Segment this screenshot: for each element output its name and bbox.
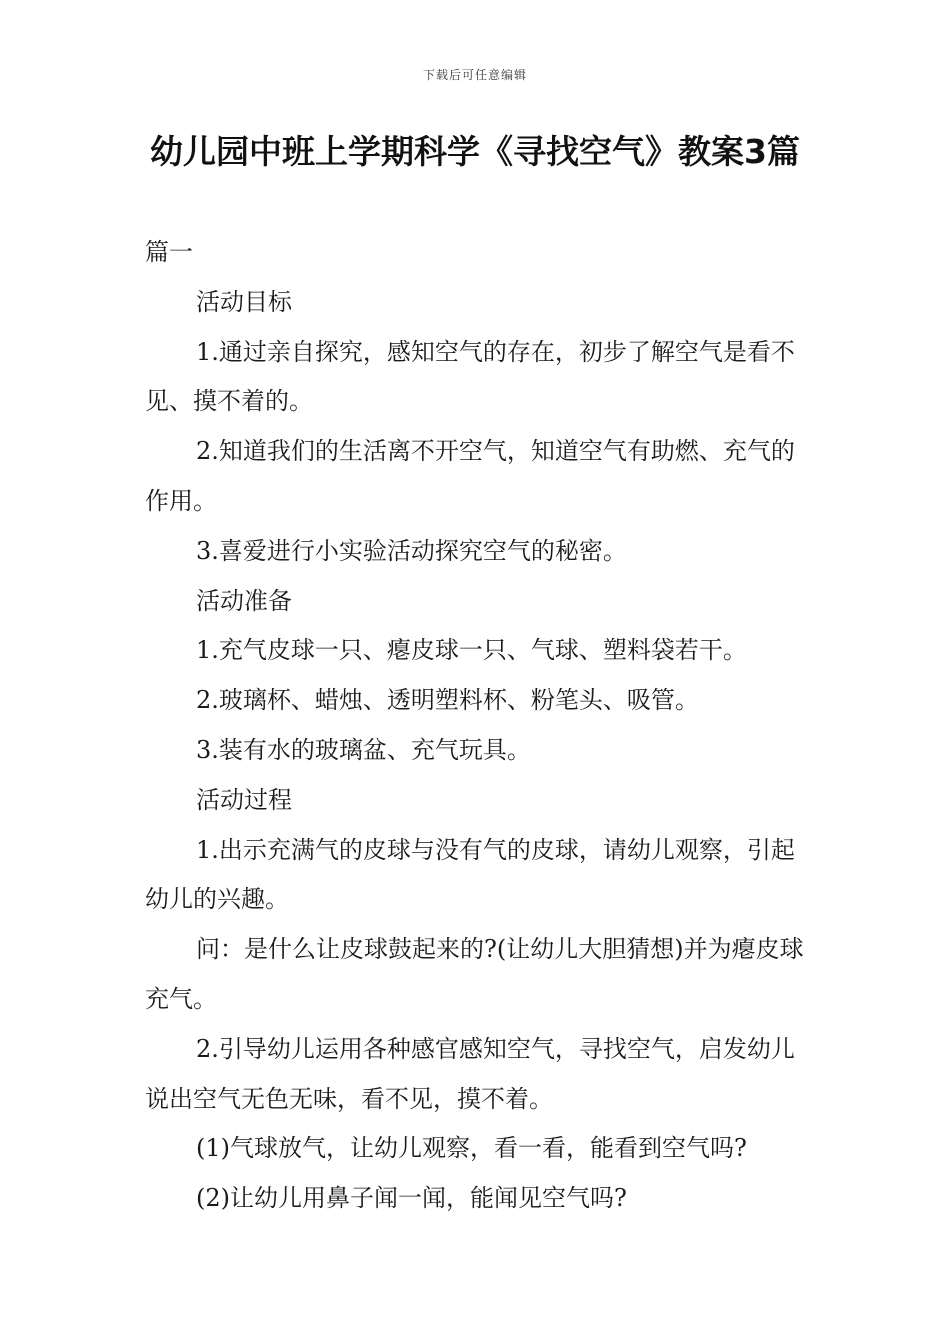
paragraph-section-heading: 篇一 — [145, 238, 193, 266]
header-note: 下载后可任意编辑 — [422, 68, 527, 82]
paragraph: 1.通过亲自探究，感知空气的存在，初步了解空气是看不见、摸不着的。 — [145, 337, 795, 416]
paragraph-subheading-process: 活动过程 — [196, 785, 292, 814]
paragraph: (1)气球放气，让幼儿观察，看一看，能看到空气吗? — [196, 1134, 747, 1163]
document-body — [145, 228, 810, 1224]
document-title: 幼儿园中班上学期科学《寻找空气》教案3篇 — [150, 132, 800, 171]
paragraph-subheading-preparation: 活动准备 — [196, 586, 292, 615]
paragraph: 3.喜爱进行小实验活动探究空气的秘密。 — [196, 536, 627, 565]
paragraph: 2.知道我们的生活离不开空气，知道空气有助燃、充气的作用。 — [145, 437, 795, 515]
paragraph: 1.充气皮球一只、瘪皮球一只、气球、塑料袋若干。 — [196, 636, 747, 665]
paragraph: 2.玻璃杯、蜡烛、透明塑料杯、粉笔头、吸管。 — [196, 686, 699, 715]
paragraph: 2.引导幼儿运用各种感官感知空气，寻找空气，启发幼儿说出空气无色无味，看不见，摸不着。 — [145, 1034, 795, 1113]
paragraph: 3.装有水的玻璃盆、充气玩具。 — [196, 735, 531, 764]
paragraph: (2)让幼儿用鼻子闻一闻，能闻见空气吗? — [196, 1184, 627, 1213]
paragraph-subheading-goals: 活动目标 — [196, 287, 292, 316]
paragraph: 问：是什么让皮球鼓起来的?(让幼儿大胆猜想)并为瘪皮球充气。 — [145, 935, 804, 1013]
paragraph: 1.出示充满气的皮球与没有气的皮球，请幼儿观察，引起幼儿的兴趣。 — [145, 835, 795, 914]
